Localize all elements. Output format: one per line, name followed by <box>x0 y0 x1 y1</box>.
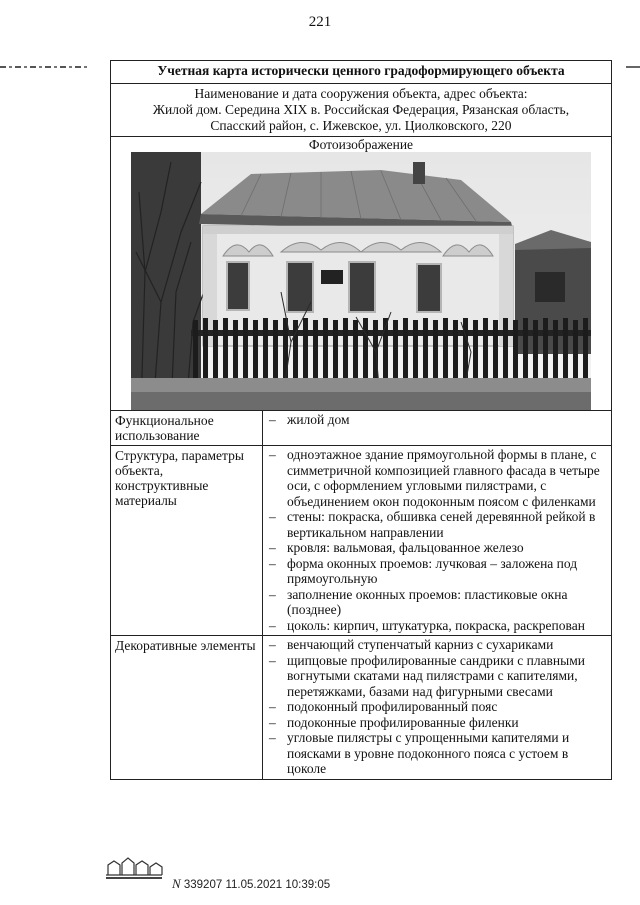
list-item: – подоконный профилированный пояс <box>267 699 607 715</box>
row-value <box>263 411 611 445</box>
name-line-1: Жилой дом. Середина XIX в. Российская Федерация, Рязанская область, <box>152 102 570 117</box>
list-item: – цоколь: кирпич, штукатурка, покраска, раскрепован <box>267 618 607 634</box>
row-label: Структура, параметры объекта, конструктивные материалы <box>111 446 263 635</box>
name-heading: Наименование и дата сооружения объекта, адрес объекта: <box>194 86 528 101</box>
row-value <box>263 636 611 779</box>
row-value <box>263 446 611 635</box>
object-name-block <box>111 84 611 137</box>
registration-card <box>110 60 612 780</box>
card-title: Учетная карта исторически ценного градоформирующего объекта <box>111 61 611 84</box>
row-functional-use <box>111 411 611 446</box>
row-label: Декоративные элементы <box>111 636 263 779</box>
list-item: – венчающий ступенчатый карниз с сухариками <box>267 637 607 653</box>
house-photo <box>131 152 591 410</box>
name-line-2: Спасский район, с. Ижевское, ул. Циолковского, 220 <box>210 118 512 133</box>
list-item: – одноэтажное здание прямоугольной формы в плане, с симметричной композицией главного фасада в четыре оси, с оформлением угловыми пилястрами, с объединением окон подоконным поясом с филенками <box>267 447 607 509</box>
list-item: – подоконные профилированные филенки <box>267 715 607 731</box>
page-number: 221 <box>308 14 332 30</box>
row-decorative <box>111 636 611 779</box>
row-label: Функциональное использование <box>111 411 263 445</box>
margin-mark <box>0 66 90 68</box>
list-item: – кровля: вальмовая, фальцованное железо <box>267 540 607 556</box>
registry-logo-icon <box>104 855 164 881</box>
photo-label: Фотоизображение <box>308 137 414 152</box>
document-stamp <box>172 876 330 892</box>
list-item: – заполнение оконных проемов: пластиковые окна (позднее) <box>267 587 607 618</box>
list-item: – жилой дом <box>267 412 607 428</box>
doc-stamp-text: 339207 11.05.2021 10:39:05 <box>183 879 331 891</box>
attributes-table <box>111 410 611 779</box>
list-item: – щипцовые профилированные сандрики с плавными вогнутыми скатами над пилястрами с капителями, перетяжками, базами над фигурными свесами <box>267 653 607 700</box>
list-item: – стены: покраска, обшивка сеней деревянной рейкой в вертикальном направлении <box>267 509 607 540</box>
margin-mark-right <box>626 66 640 68</box>
row-structure <box>111 446 611 636</box>
signature-mark: N <box>172 876 181 891</box>
list-item: – форма оконных проемов: лучковая – заложена под прямоугольную <box>267 556 607 587</box>
list-item: – угловые пилястры с упрощенными капителями и поясками в уровне подоконного пояса с устоем в цоколе <box>267 730 607 777</box>
